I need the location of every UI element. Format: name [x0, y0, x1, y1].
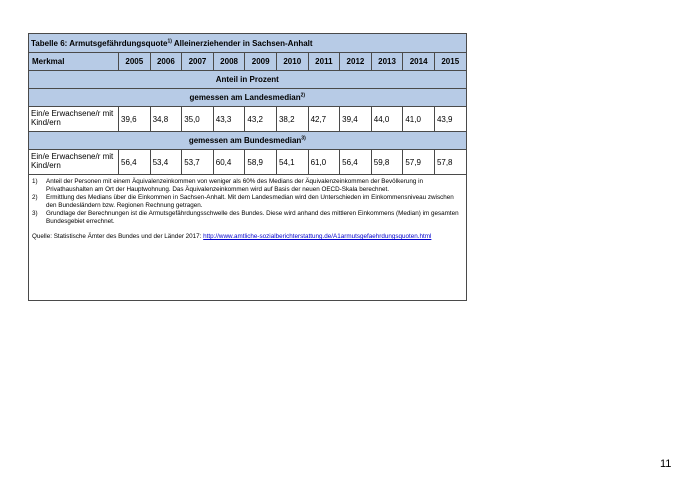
section-bundesmedian-footnote-ref: 3) [301, 135, 306, 142]
poverty-rate-table [28, 33, 467, 301]
table-cell: 60,4 [213, 150, 245, 175]
table-cell: 53,7 [182, 150, 214, 175]
page-number: 11 [660, 458, 672, 470]
table-cell: 59,8 [371, 150, 403, 175]
source-prefix: Quelle: Statistische Ämter des Bundes und der Länder 2017: [32, 233, 204, 240]
header-year: 2008 [213, 53, 245, 71]
table-row [29, 150, 467, 175]
section-landesmedian-footnote-ref: 2) [300, 92, 306, 99]
footnote-number: 1) [32, 178, 38, 185]
footnote-text: Grundlage der Berechnungen ist die Armutsgefährdungsschwelle des Bundes. Diese wird anhand des mittleren Einkommens (Median) im gesamten Bundesgebiet errechnet. [46, 210, 459, 225]
section-landesmedian-row [29, 89, 467, 107]
table-title-footnote-ref: 1) [167, 37, 172, 44]
table-header-row [29, 53, 467, 71]
section-landesmedian [29, 89, 467, 107]
table-title [29, 34, 467, 53]
table-cell: 43,2 [245, 107, 277, 132]
table-cell: 44,0 [371, 107, 403, 132]
table-cell: 53,4 [150, 150, 182, 175]
header-year: 2007 [182, 53, 214, 71]
unit-row [29, 71, 467, 89]
poverty-rate-table-container [28, 33, 466, 301]
footnote [32, 210, 463, 226]
table-cell: 38,2 [276, 107, 308, 132]
table-cell: 41,0 [403, 107, 435, 132]
table-cell: 43,9 [434, 107, 466, 132]
footnote [32, 178, 463, 194]
table-cell: 43,3 [213, 107, 245, 132]
table-cell: 39,4 [340, 107, 372, 132]
table-cell: 54,1 [276, 150, 308, 175]
section-bundesmedian-row [29, 132, 467, 150]
footnote-number: 2) [32, 194, 38, 201]
table-title-row [29, 34, 467, 53]
table-cell: 35,0 [182, 107, 214, 132]
table-cell: 57,8 [434, 150, 466, 175]
table-cell: 57,9 [403, 150, 435, 175]
table-cell: 39,6 [119, 107, 151, 132]
footnote [32, 194, 463, 210]
table-cell: 42,7 [308, 107, 340, 132]
table-title-suffix: Alleinerziehender in Sachsen-Anhalt [171, 38, 313, 48]
table-cell: 58,9 [245, 150, 277, 175]
table-cell: 56,4 [119, 150, 151, 175]
header-year: 2009 [245, 53, 277, 71]
header-year: 2010 [276, 53, 308, 71]
header-year: 2013 [371, 53, 403, 71]
section-landesmedian-label: gemessen am Landesmedian [189, 93, 301, 102]
source-link[interactable]: http://www.amtliche-sozialberichterstattung.de/A1armutsgefaehrdungsquoten.html [203, 233, 432, 240]
header-year: 2006 [150, 53, 182, 71]
header-year: 2014 [403, 53, 435, 71]
notes-row [29, 175, 467, 301]
section-bundesmedian [29, 132, 467, 150]
source-note [32, 233, 463, 241]
table-title-prefix: Tabelle 6: Armutsgefährdungsquote [31, 38, 168, 48]
footnote-text: Anteil der Personen mit einem Äquivalenzeinkommen von weniger als 60% des Medians der Äquivalenzeinkommen der Bevölkerung in Privathaushalten am Ort der Hauptwohnung. Das Äquivalenzeinkommen wird auf Basis der neuen OECD-Skala berechnet. [46, 178, 423, 193]
section-bundesmedian-label: gemessen am Bundesmedian [188, 136, 302, 145]
header-year: 2011 [308, 53, 340, 71]
row-label: Ein/e Erwachsene/r mit Kind/ern [29, 150, 119, 175]
row-label: Ein/e Erwachsene/r mit Kind/ern [29, 107, 119, 132]
unit-label: Anteil in Prozent [29, 71, 467, 89]
footnote-number: 3) [32, 210, 38, 217]
header-year: 2012 [340, 53, 372, 71]
footnote-text: Ermittlung des Medians über die Einkommen in Sachsen-Anhalt. Mit dem Landesmedian wird den Unterschieden im Einkommensniveau zwischen den Bundesländern bzw. Regionen Rechnung getragen. [46, 194, 454, 209]
header-merkmal: Merkmal [29, 53, 119, 71]
header-year: 2015 [434, 53, 466, 71]
header-year: 2005 [119, 53, 151, 71]
table-cell: 61,0 [308, 150, 340, 175]
table-cell: 56,4 [340, 150, 372, 175]
table-cell: 34,8 [150, 107, 182, 132]
table-row [29, 107, 467, 132]
footnotes [29, 175, 467, 301]
